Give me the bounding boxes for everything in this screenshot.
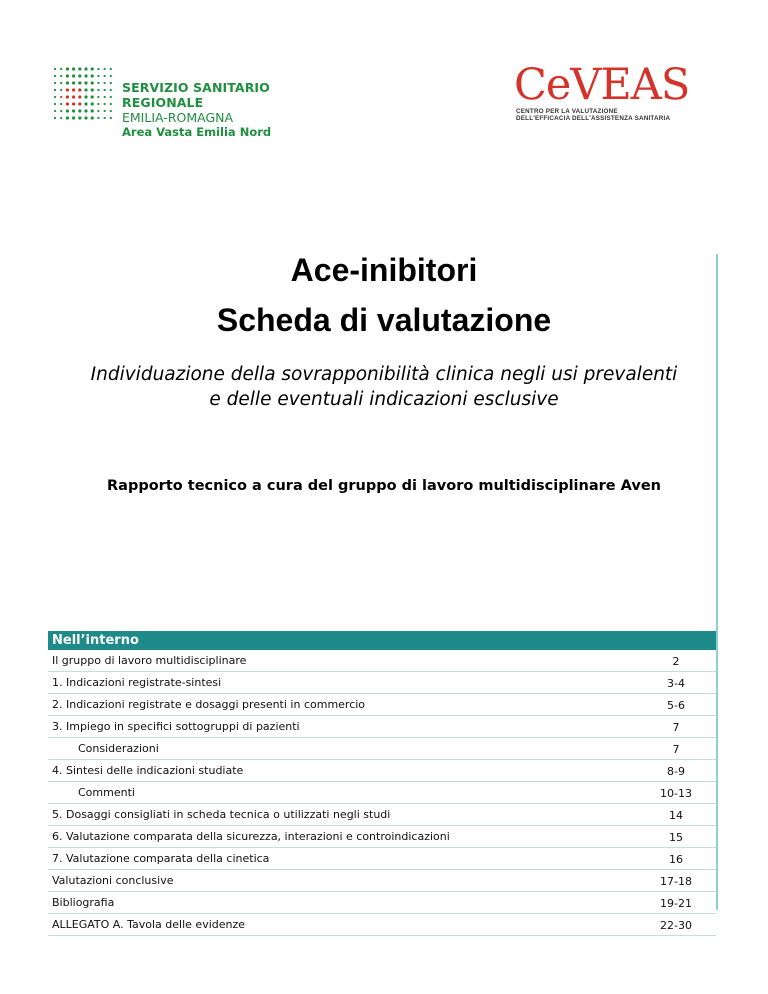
logo-dot-green <box>60 117 62 119</box>
ceveas-logo <box>514 60 714 126</box>
logo-dot-green <box>91 74 94 77</box>
contents-row[interactable] <box>48 694 716 716</box>
logo-dot-red <box>78 95 81 98</box>
contents-row-label: Considerazioni <box>78 742 159 755</box>
contents-row-page: 17-18 <box>660 875 692 888</box>
contents-row[interactable] <box>48 716 716 738</box>
logo-dot-green <box>91 88 94 91</box>
ssr-logo-line1: SERVIZIO SANITARIO REGIONALE <box>122 80 270 110</box>
contents-row-label: 7. Valutazione comparata della cinetica <box>52 852 270 865</box>
contents-row[interactable] <box>48 782 716 804</box>
logo-dot-green <box>84 67 87 70</box>
contents-row-page: 7 <box>672 721 680 734</box>
contents-row[interactable] <box>48 672 716 694</box>
logo-dot-green <box>97 96 99 98</box>
logo-dot-green <box>104 82 106 84</box>
document-subtitle <box>0 362 768 412</box>
contents-row-label: Bibliografia <box>52 896 115 909</box>
ceveas-logo-sub2: DELL'EFFICACIA DELL'ASSISTENZA SANITARIA <box>516 115 671 122</box>
contents-row-page: 10-13 <box>660 787 692 800</box>
contents-rows <box>48 650 716 936</box>
logo-dot-green <box>91 95 94 98</box>
contents-row-page: 16 <box>669 853 683 866</box>
subtitle-line1: Individuazione della sovrapponibilità clinica negli usi prevalenti <box>90 364 678 385</box>
logo-dot-green <box>84 95 87 98</box>
logo-dot-green <box>54 82 56 84</box>
contents-row[interactable] <box>48 870 716 892</box>
contents-row-page: 19-21 <box>660 897 692 910</box>
logo-dot-green <box>110 75 112 77</box>
logo-dot-green <box>60 68 62 70</box>
logo-dot-green <box>110 117 112 119</box>
document-title-line2: Scheda di valutazione <box>216 302 552 338</box>
contents-table <box>48 631 716 936</box>
logo-dot-green <box>84 74 87 77</box>
logo-dot-red <box>60 96 62 98</box>
ceveas-logo-subtitle <box>516 108 670 122</box>
contents-row[interactable] <box>48 848 716 870</box>
logo-dot-green <box>110 68 112 70</box>
logo-dot-green <box>110 82 112 84</box>
logo-dot-green <box>54 68 56 70</box>
contents-row-page: 3-4 <box>667 677 685 690</box>
logo-dot-green <box>91 109 94 112</box>
logo-dot-green <box>60 82 62 84</box>
logo-dot-green <box>91 67 94 70</box>
logo-dot-green <box>66 74 69 77</box>
ssr-logo <box>52 66 352 139</box>
logo-dot-green <box>66 81 69 84</box>
contents-row-label: 5. Dosaggi consigliati in scheda tecnica o utilizzati negli studi <box>52 808 391 821</box>
logo-dot-green <box>110 89 112 91</box>
logo-dot-green <box>84 88 87 91</box>
report-credit: Rapporto tecnico a cura del gruppo di lavoro multidisciplinare Aven <box>107 478 661 494</box>
ssr-logo-line2: EMILIA-ROMAGNA <box>122 110 234 125</box>
subtitle-line2: e delle eventuali indicazioni esclusive <box>209 389 559 410</box>
logo-dot-green <box>72 81 75 84</box>
ssr-logo-line3: Area Vasta Emilia Nord <box>122 125 272 139</box>
contents-row[interactable] <box>48 826 716 848</box>
logo-dot-red <box>66 95 69 98</box>
contents-row-label: Il gruppo di lavoro multidisciplinare <box>52 654 247 667</box>
contents-row-label: 4. Sintesi delle indicazioni studiate <box>52 764 244 777</box>
logo-dot-green <box>72 109 75 112</box>
logo-dot-green <box>97 68 99 70</box>
logo-dot-green <box>78 109 81 112</box>
contents-row[interactable] <box>48 914 716 936</box>
logo-dot-green <box>60 75 62 77</box>
logo-dot-green <box>72 67 75 70</box>
logo-dot-green <box>97 89 99 91</box>
document-title: Ace-inibitori <box>290 252 478 288</box>
logo-dot-red <box>72 95 75 98</box>
logo-dot-green <box>97 110 99 112</box>
logo-dot-green <box>60 89 62 91</box>
logo-dot-green <box>97 75 99 77</box>
logo-dot-red <box>66 102 69 105</box>
contents-row-label: 6. Valutazione comparata della sicurezza, interazioni e controindicazioni <box>52 830 450 843</box>
contents-row[interactable] <box>48 738 716 760</box>
logo-dot-green <box>84 102 87 105</box>
contents-row-page: 8-9 <box>667 765 685 778</box>
logo-dot-green <box>84 116 87 119</box>
contents-row[interactable] <box>48 650 716 672</box>
logo-dot-green <box>54 96 56 98</box>
logo-dot-green <box>104 117 106 119</box>
logo-dot-green <box>104 96 106 98</box>
ssr-logo-text <box>122 80 352 140</box>
contents-row-page: 7 <box>672 743 680 756</box>
contents-row-page: 22-30 <box>660 919 692 932</box>
logo-dot-green <box>97 117 99 119</box>
contents-row-label: 1. Indicazioni registrate-sintesi <box>52 676 222 689</box>
logo-dot-green <box>104 110 106 112</box>
logo-dot-green <box>54 89 56 91</box>
logo-dot-green <box>110 103 112 105</box>
logo-dot-green <box>104 68 106 70</box>
contents-row-page: 2 <box>672 655 680 668</box>
logo-dot-green <box>78 74 81 77</box>
ceveas-logo-sub1: CENTRO PER LA VALUTAZIONE <box>516 108 618 115</box>
contents-row-page: 5-6 <box>667 699 685 712</box>
logo-dot-green <box>72 74 75 77</box>
logo-dot-green <box>91 102 94 105</box>
contents-row-label: ALLEGATO A. Tavola delle evidenze <box>52 918 246 931</box>
logo-dot-green <box>91 116 94 119</box>
logo-dot-green <box>54 110 56 112</box>
logo-dot-green <box>104 89 106 91</box>
logo-dot-green <box>54 117 56 119</box>
contents-row-label: 3. Impiego in specifici sottogruppi di pazienti <box>52 720 300 733</box>
contents-row-label: 2. Indicazioni registrate e dosaggi presenti in commercio <box>52 698 366 711</box>
side-vertical-rule <box>716 254 718 910</box>
logo-dot-green <box>97 103 99 105</box>
logo-dot-green <box>104 103 106 105</box>
logo-dot-red <box>78 88 81 91</box>
logo-dot-green <box>66 109 69 112</box>
ceveas-logo-word: CeVEAS <box>514 60 690 110</box>
logo-dot-green <box>60 103 62 105</box>
logo-dot-green <box>78 67 81 70</box>
logo-dot-green <box>66 67 69 70</box>
logo-dot-red <box>72 102 75 105</box>
contents-heading: Nell’interno <box>48 631 716 650</box>
contents-row-page: 15 <box>669 831 683 844</box>
logo-dot-green <box>78 81 81 84</box>
logo-dot-green <box>66 116 69 119</box>
contents-row-label: Valutazioni conclusive <box>52 874 174 887</box>
logo-dot-red <box>72 88 75 91</box>
logo-dot-green <box>78 116 81 119</box>
logo-dot-green <box>104 75 106 77</box>
contents-row[interactable] <box>48 804 716 826</box>
logo-dot-green <box>110 110 112 112</box>
logo-dot-green <box>110 96 112 98</box>
logo-dot-green <box>54 75 56 77</box>
logo-dot-green <box>72 116 75 119</box>
contents-row[interactable] <box>48 892 716 914</box>
contents-row-label: Commenti <box>78 786 135 799</box>
logo-dot-green <box>91 81 94 84</box>
logo-dot-green <box>84 81 87 84</box>
contents-row[interactable] <box>48 760 716 782</box>
logo-dot-green <box>54 103 56 105</box>
logo-dot-green <box>60 110 62 112</box>
logo-dot-red <box>78 102 81 105</box>
dot-grid-logo-icon <box>52 66 116 122</box>
logo-dot-green <box>84 109 87 112</box>
logo-dot-green <box>97 82 99 84</box>
logo-dot-red <box>66 88 69 91</box>
contents-row-page: 14 <box>669 809 683 822</box>
